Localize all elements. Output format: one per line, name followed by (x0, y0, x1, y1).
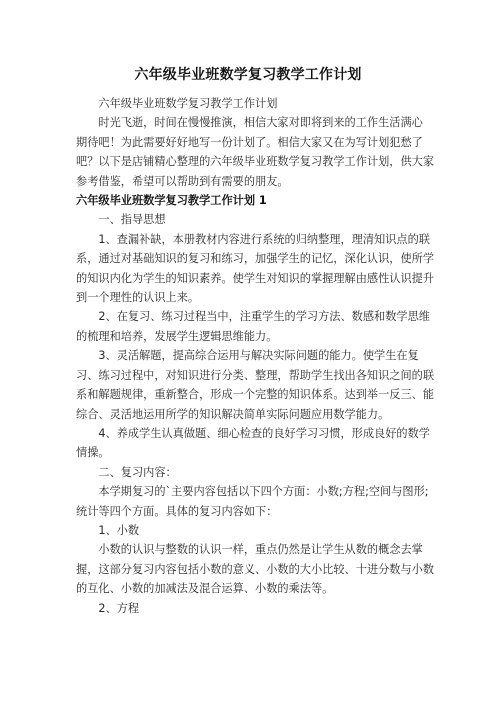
subsection-heading-decimals: 1、小数 (98, 523, 140, 537)
section-heading-review-content: 二、复习内容： (98, 465, 177, 479)
intro-paragraph: 时光飞逝，时间在慢慢推演，相信大家对即将到来的工作生活满心期待吧！为此需要好好地写一份计划了。相信大家又在为写计划犯愁了吧？以下是店铺精心整理的六年级毕业班数学复习教学工作计划，供大家参考借鉴，希望可以帮助到有需要的朋友。 (76, 116, 435, 188)
document-title: 六年级毕业班数学复习教学工作计划 (134, 67, 362, 83)
guiding-point-1: 1、查漏补缺，本册教材内容进行系统的归纳整理，理清知识点的联系，通过对基础知识的复习和练习，加强学生的记忆，深化认识，使所学的知识内化为学生的知识素养。使学生对知识的掌握理解由感性认识提升到一个理性的认识上来。 (76, 232, 435, 305)
guiding-point-3: 3、灵活解题，提高综合运用与解决实际问题的能力。使学生在复习、练习过程中，对知识进行分类、整理，帮助学生找出各知识之间的联系和解题规律，重新整合，形成一个完整的知识体系。达到举一反三、能综合、灵活地运用所学的知识解决简单实际问题应用数学能力。 (76, 349, 435, 421)
section-heading-guiding-ideas: 一、指导思想 (98, 213, 166, 227)
intro-heading: 六年级毕业班数学复习教学工作计划 (98, 97, 278, 110)
guiding-point-2: 2、在复习、练习过程当中，注重学生的学习方法、数感和数学思维的梳理和培养，发展学生逻辑思维能力。 (76, 310, 430, 343)
review-content-paragraph: 本学期复习的`主要内容包括以下四个方面：小数;方程;空间与图形;统计等四个方面。具体的复习内容如下： (76, 485, 429, 518)
document-body (76, 94, 434, 618)
guiding-point-4: 4、养成学生认真做题、细心检查的良好学习习惯，形成良好的数学情操。 (76, 426, 430, 460)
plan-heading: 六年级毕业班数学复习教学工作计划 1 (76, 194, 267, 208)
decimals-paragraph: 小数的认识与整数的认识一样，重点仍然是让学生从数的概念去掌握，这部分复习内容包括小数的意义、小数的大小比较、十进分数与小数的互化、小数的加减法及混合运算、小数的乘法等。 (76, 543, 435, 596)
subsection-heading-equations: 2、方程 (98, 601, 140, 615)
